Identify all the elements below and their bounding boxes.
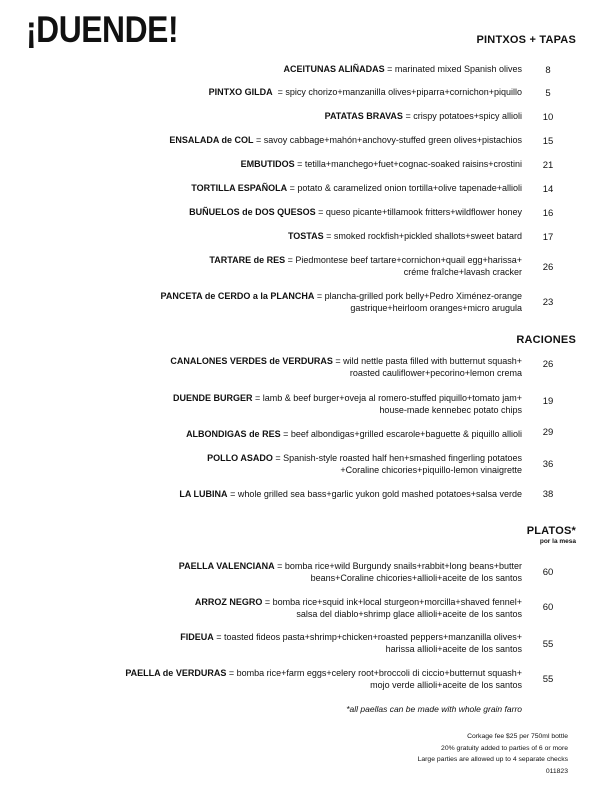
item-description: = spicy chorizo+manzanilla olives+piparra+cornichon+piquillo — [272, 87, 522, 97]
menu-item — [20, 231, 522, 243]
item-name: PAELLA de VERDURAS — [125, 668, 227, 678]
item-name: ALBONDIGAS de RES — [186, 429, 281, 439]
menu-item — [20, 356, 522, 379]
item-description: = bomba rice+farm eggs+celery root+broccoli di ciccio+butternut squash+ — [226, 668, 522, 678]
menu-item — [20, 561, 522, 584]
section-subtitle: por la mesa — [539, 538, 576, 545]
item-price: 21 — [542, 160, 554, 171]
item-price: 55 — [542, 674, 554, 685]
item-description: = whole grilled sea bass+garlic yukon gold mashed potatoes+salsa verde — [227, 489, 522, 499]
item-price: 26 — [542, 262, 554, 273]
menu-item — [20, 183, 522, 195]
menu-item — [20, 255, 522, 278]
item-price: 14 — [542, 184, 554, 195]
item-name: CANALONES VERDES de VERDURAS — [170, 356, 333, 366]
menu-item — [20, 393, 522, 416]
item-price: 60 — [542, 602, 554, 613]
menu-date-code: 011823 — [545, 767, 568, 775]
item-name: BUÑUELOS de DOS QUESOS — [189, 207, 316, 217]
item-description-line2: house-made kennebec potato chips — [379, 404, 522, 415]
item-description: = toasted fideos pasta+shrimp+chicken+roasted peppers+manzanilla olives+ — [213, 632, 522, 642]
item-price: 8 — [545, 65, 551, 76]
item-price: 29 — [542, 427, 554, 438]
item-description: = tetilla+manchego+fuet+cognac-soaked raisins+crostini — [294, 159, 522, 169]
item-description: = plancha-grilled pork belly+Pedro Ximénez-orange — [314, 291, 522, 301]
item-price: 16 — [542, 208, 554, 219]
item-description: = lamb & beef burger+oveja al romero-stuffed piquillo+tomato jam+ — [252, 393, 522, 403]
item-description: = Piedmontese beef tartare+cornichon+quail egg+harissa+ — [285, 255, 522, 265]
item-price: 10 — [542, 112, 554, 123]
item-price: 55 — [542, 639, 554, 650]
item-description-line2: roasted cauliflower+pecorino+lemon crema — [349, 367, 522, 378]
item-name: PANCETA de CERDO a la PLANCHA — [160, 291, 315, 301]
item-price: 15 — [542, 136, 554, 147]
item-name: DUENDE BURGER — [172, 393, 253, 403]
menu-item — [20, 111, 522, 123]
menu-item — [20, 429, 522, 441]
item-name: FIDEUA — [180, 632, 214, 642]
menu-item — [20, 453, 522, 476]
item-name: LA LUBINA — [179, 489, 228, 499]
menu-item — [20, 135, 522, 147]
section-title-raciones: RACIONES — [516, 334, 576, 346]
item-description: = Spanish-style roasted half hen+smashed fingerling potatoes — [272, 453, 522, 463]
corkage-note: Corkage fee $25 per 750ml bottle — [467, 733, 568, 740]
gratuity-note: 20% gratuity added to parties of 6 or more — [441, 744, 568, 752]
item-name: TARTARE de RES — [209, 255, 286, 265]
menu-item — [20, 291, 522, 314]
menu-item — [20, 64, 522, 76]
menu-item — [20, 632, 522, 655]
menu-item — [20, 159, 522, 171]
item-description: = crispy potatoes+spicy allioli — [402, 111, 522, 121]
item-description: = potato & caramelized onion tortilla+olive tapenade+allioli — [287, 183, 522, 193]
item-name: PINTXO GILDA — [208, 87, 273, 97]
item-price: 5 — [545, 88, 551, 99]
item-description-line2: mojo verde allioli+aceite de los santos — [370, 679, 522, 690]
item-name: TORTILLA ESPAÑOLA — [191, 183, 288, 193]
item-price: 26 — [542, 359, 554, 370]
menu-item — [20, 207, 522, 219]
item-name: ARROZ NEGRO — [194, 597, 263, 607]
item-description-line2: harissa allioli+aceite de los santos — [385, 643, 522, 654]
menu-item — [20, 668, 522, 691]
item-price: 38 — [542, 489, 554, 500]
item-name: ENSALADA de COL — [169, 135, 254, 145]
item-price: 60 — [542, 567, 554, 578]
item-description: = bomba rice+wild Burgundy snails+rabbit+long beans+butter — [274, 561, 522, 571]
item-name: ACEITUNAS ALIÑADAS — [283, 64, 385, 74]
section-title-pintxos-tapas: PINTXOS + TAPAS — [476, 34, 576, 46]
item-name: EMBUTIDOS — [240, 159, 295, 169]
item-description: = queso picante+tillamook fritters+wildflower honey — [315, 207, 522, 217]
separate-checks-note: Large parties are allowed up to 4 separate checks — [417, 756, 568, 763]
item-price: 36 — [542, 459, 554, 470]
item-name: TOSTAS — [287, 231, 324, 241]
item-description: = savoy cabbage+mahón+anchovy-stuffed green olives+pistachios — [253, 135, 522, 145]
restaurant-logo: ¡DUENDE! — [26, 9, 179, 50]
item-description: = smoked rockfish+pickled shallots+sweet batard — [323, 231, 522, 241]
item-price: 17 — [542, 232, 554, 243]
item-price: 23 — [542, 297, 554, 308]
item-description-line2: créme fraîche+lavash cracker — [403, 266, 522, 277]
item-description: = beef albondigas+grilled escarole+baguette & piquillo allioli — [280, 429, 522, 439]
item-description-line2: beans+Coraline chicories+allioli+aceite de los santos — [310, 572, 522, 583]
item-description: = wild nettle pasta filled with butternut squash+ — [332, 356, 522, 366]
fine-print — [418, 731, 568, 777]
item-description-line2: gastrique+heirloom oranges+micro arugula — [350, 302, 522, 313]
footnote: *all paellas can be made with whole grain farro — [346, 704, 522, 714]
item-name: POLLO ASADO — [207, 453, 273, 463]
menu-item — [20, 87, 522, 99]
item-price: 19 — [542, 396, 554, 407]
item-description-line2: salsa del diablo+shrimp glace allioli+aceite de los santos — [296, 608, 522, 619]
item-description-line2: +Coraline chicories+piquillo-lemon vinaigrette — [340, 464, 522, 475]
item-description: = marinated mixed Spanish olives — [384, 64, 522, 74]
menu-item — [20, 597, 522, 620]
item-name: PAELLA VALENCIANA — [178, 561, 275, 571]
item-description: = bomba rice+squid ink+local sturgeon+morcilla+shaved fennel+ — [262, 597, 522, 607]
menu-item — [20, 489, 522, 501]
section-title-platos: PLATOS* — [526, 525, 576, 537]
item-name: PATATAS BRAVAS — [324, 111, 403, 121]
